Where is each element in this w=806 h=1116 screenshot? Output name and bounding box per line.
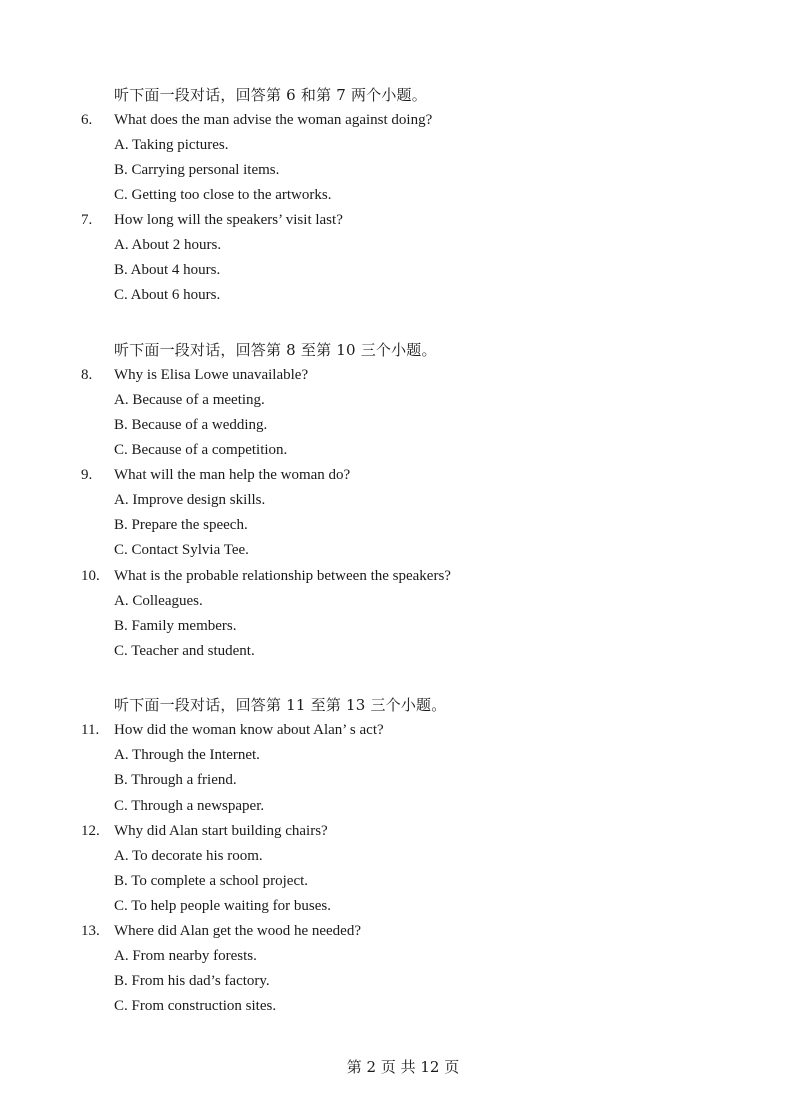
option-c: C. About 6 hours. — [114, 287, 221, 303]
question-number: 8. — [81, 367, 93, 383]
question-number: 9. — [81, 467, 93, 483]
option-a: A. Because of a meeting. — [114, 392, 265, 408]
option-b: B. From his dad’s factory. — [114, 973, 270, 989]
question-text: What is the probable relationship between the speakers? — [114, 568, 451, 584]
option-c: C. To help people waiting for buses. — [114, 898, 331, 914]
option-c: C. From construction sites. — [114, 998, 277, 1014]
question-text: What will the man help the woman do? — [114, 467, 351, 483]
option-a: A. From nearby forests. — [114, 948, 257, 964]
question-number: 6. — [81, 112, 93, 128]
option-a: A. Improve design skills. — [114, 492, 266, 508]
question-number: 11. — [81, 722, 100, 738]
option-b: B. Through a friend. — [114, 772, 237, 788]
question-text: How long will the speakers’ visit last? — [114, 212, 343, 228]
section-intro: 听下面一段对话，回答第 6 和第 7 两个小题。 — [114, 86, 427, 104]
option-b: B. Because of a wedding. — [114, 417, 268, 433]
question-number: 10. — [81, 568, 100, 584]
question-number: 12. — [81, 823, 100, 839]
option-a: A. To decorate his room. — [114, 848, 263, 864]
question-number: 13. — [81, 923, 100, 939]
option-b: B. Prepare the speech. — [114, 517, 248, 533]
page-footer: 第 2 页 共 12 页 — [346, 1058, 460, 1076]
section-intro: 听下面一段对话，回答第 11 至第 13 三个小题。 — [114, 696, 447, 714]
option-c: C. Contact Sylvia Tee. — [114, 542, 249, 558]
section-intro: 听下面一段对话，回答第 8 至第 10 三个小题。 — [114, 341, 437, 359]
option-a: A. Through the Internet. — [114, 747, 260, 763]
question-text: Where did Alan get the wood he needed? — [114, 923, 361, 939]
option-b: B. To complete a school project. — [114, 873, 309, 889]
question-text: What does the man advise the woman against doing? — [114, 112, 433, 128]
option-a: A. Taking pictures. — [114, 137, 229, 153]
option-a: A. About 2 hours. — [114, 237, 222, 253]
option-c: C. Through a newspaper. — [114, 798, 265, 814]
question-number: 7. — [81, 212, 93, 228]
question-text: Why is Elisa Lowe unavailable? — [114, 367, 309, 383]
option-b: B. Carrying personal items. — [114, 162, 280, 178]
option-a: A. Colleagues. — [114, 593, 203, 609]
option-b: B. About 4 hours. — [114, 262, 221, 278]
question-text: Why did Alan start building chairs? — [114, 823, 328, 839]
option-c: C. Getting too close to the artworks. — [114, 187, 332, 203]
option-c: C. Teacher and student. — [114, 643, 255, 659]
option-b: B. Family members. — [114, 618, 237, 634]
question-text: How did the woman know about Alan’ s act? — [114, 722, 384, 738]
option-c: C. Because of a competition. — [114, 442, 288, 458]
